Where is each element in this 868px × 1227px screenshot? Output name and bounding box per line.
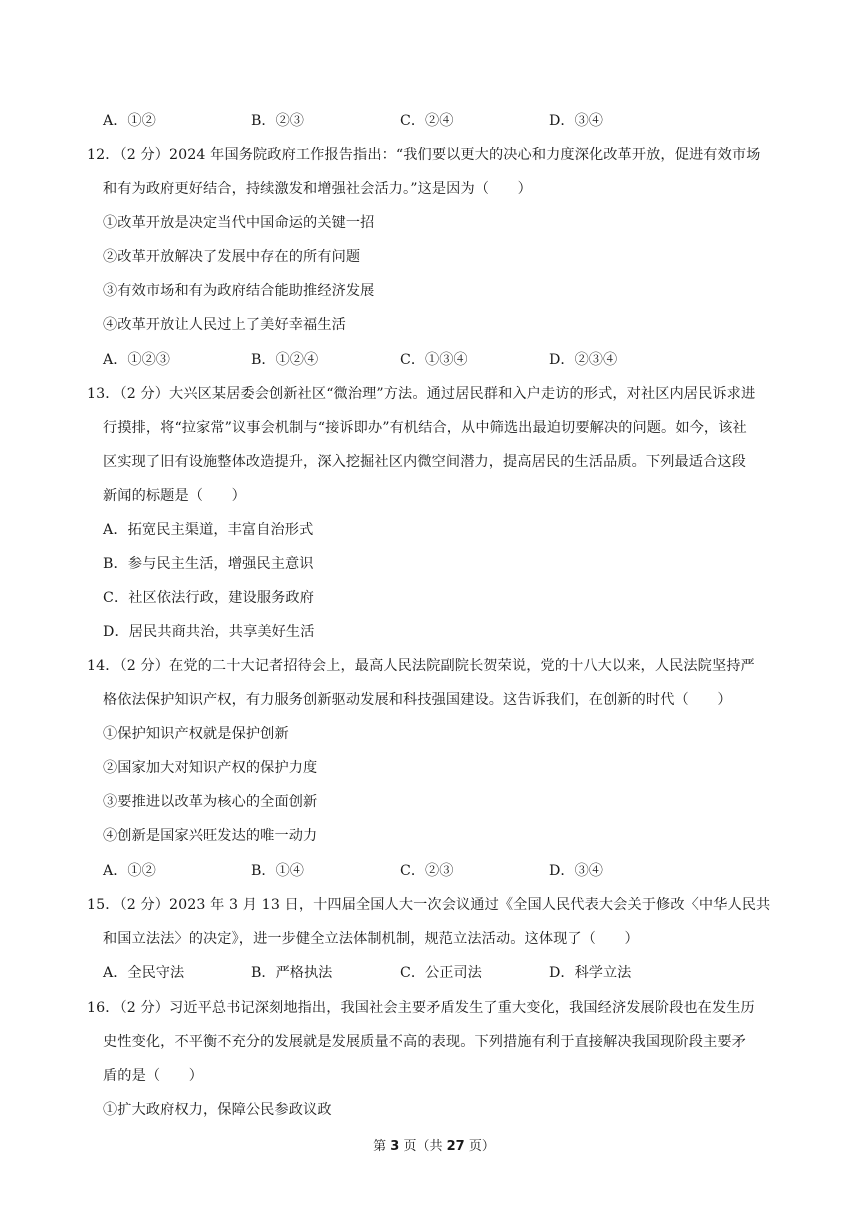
q11-option-b[interactable]: B．②③ xyxy=(251,113,304,129)
footer-page-number: 3 xyxy=(390,1139,400,1154)
q14-option-a[interactable]: A．①② xyxy=(103,863,156,879)
q14-item-3: ③要推进以改革为核心的全面创新 xyxy=(103,794,318,810)
q15-option-c[interactable]: C．公正司法 xyxy=(400,965,482,981)
footer-middle: 页（共 xyxy=(399,1139,447,1154)
q14-options xyxy=(103,861,803,881)
q12-option-c[interactable]: C．①③④ xyxy=(400,352,468,368)
q13-option-b[interactable]: B．参与民主生活，增强民主意识 xyxy=(103,556,314,572)
q13-option-c[interactable]: C．社区依法行政，建设服务政府 xyxy=(103,590,314,606)
q12-item-3: ③有效市场和有为政府结合能助推经济发展 xyxy=(103,283,375,299)
q15-option-a[interactable]: A．全民守法 xyxy=(103,965,185,981)
q15-options xyxy=(103,963,803,983)
footer-total-pages: 27 xyxy=(446,1139,465,1154)
q14-item-2: ②国家加大对知识产权的保护力度 xyxy=(103,760,318,776)
q13-stem-line-1: 13．（2 分）大兴区某居委会创新社区“微治理”方法。通过居民群和入户走访的形式，对社区内居民诉求进 xyxy=(87,386,756,402)
q12-option-a[interactable]: A．①②③ xyxy=(103,352,170,368)
q14-stem-line-2: 格依法保护知识产权，有力服务创新驱动发展和科技强国建设。这告诉我们，在创新的时代（ ） xyxy=(103,692,732,708)
q14-item-1: ①保护知识产权就是保护创新 xyxy=(103,726,289,742)
q15-stem-line-2: 和国立法法〉的决定》，进一步健全立法体制机制，规范立法活动。这体现了（ ） xyxy=(103,931,639,947)
page-footer xyxy=(0,1138,868,1156)
q12-item-4: ④改革开放让人民过上了美好幸福生活 xyxy=(103,317,346,333)
q11-options xyxy=(103,111,803,131)
q12-option-b[interactable]: B．①②④ xyxy=(251,352,319,368)
q13-option-d[interactable]: D．居民共商共治，共享美好生活 xyxy=(103,624,315,640)
q12-option-d[interactable]: D．②③④ xyxy=(549,352,618,368)
q12-item-1: ①改革开放是决定当代中国命运的关键一招 xyxy=(103,215,375,231)
q13-stem-line-3: 区实现了旧有设施整体改造提升，深入挖掘社区内微空间潜力，提高居民的生活品质。下列最适合这段 xyxy=(103,454,746,470)
q16-stem-line-1: 16．（2 分）习近平总书记深刻地指出，我国社会主要矛盾发生了重大变化，我国经济发展阶段也在发生历 xyxy=(87,1000,755,1016)
q15-option-b[interactable]: B．严格执法 xyxy=(251,965,333,981)
q16-stem-line-2: 史性变化，不平衡不充分的发展就是发展质量不高的表现。下列措施有利于直接解决我国现阶段主要矛 xyxy=(103,1034,746,1050)
q14-option-d[interactable]: D．③④ xyxy=(549,863,603,879)
q16-item-1: ①扩大政府权力，保障公民参政议政 xyxy=(103,1102,332,1118)
q14-option-c[interactable]: C．②③ xyxy=(400,863,454,879)
q13-option-a[interactable]: A．拓宽民主渠道，丰富自治形式 xyxy=(103,522,314,538)
q12-stem-line-2: 和有为政府更好结合，持续激发和增强社会活力。”这是因为（ ） xyxy=(103,181,532,197)
q12-options xyxy=(103,350,803,370)
q14-item-4: ④创新是国家兴旺发达的唯一动力 xyxy=(103,828,318,844)
q11-option-a[interactable]: A．①② xyxy=(103,113,156,129)
q15-option-d[interactable]: D．科学立法 xyxy=(549,965,632,981)
q12-item-2: ②改革开放解决了发展中存在的所有问题 xyxy=(103,249,361,265)
q11-option-d[interactable]: D．③④ xyxy=(549,113,603,129)
footer-suffix: 页） xyxy=(464,1139,495,1154)
footer-prefix: 第 xyxy=(373,1139,391,1154)
q14-option-b[interactable]: B．①④ xyxy=(251,863,304,879)
q14-stem-line-1: 14．（2 分）在党的二十大记者招待会上，最高人民法院副院长贺荣说，党的十八大以来，人民法院坚持严 xyxy=(87,658,755,674)
q15-stem-line-1: 15．（2 分）2023 年 3 月 13 日，十四届全国人大一次会议通过《全国人民代表大会关于修改〈中华人民共 xyxy=(87,897,771,913)
q12-stem-line-1: 12．（2 分）2024 年国务院政府工作报告指出：“我们要以更大的决心和力度深化改革开放，促进有效市场 xyxy=(87,147,761,163)
q13-stem-line-2: 行摸排，将“拉家常”议事会机制与“接诉即办”有机结合，从中筛选出最迫切要解决的问题。如今，该社 xyxy=(103,420,747,436)
q13-stem-line-4: 新闻的标题是（ ） xyxy=(103,488,246,504)
q11-option-c[interactable]: C．②④ xyxy=(400,113,454,129)
q16-stem-line-3: 盾的是（ ） xyxy=(103,1068,204,1084)
